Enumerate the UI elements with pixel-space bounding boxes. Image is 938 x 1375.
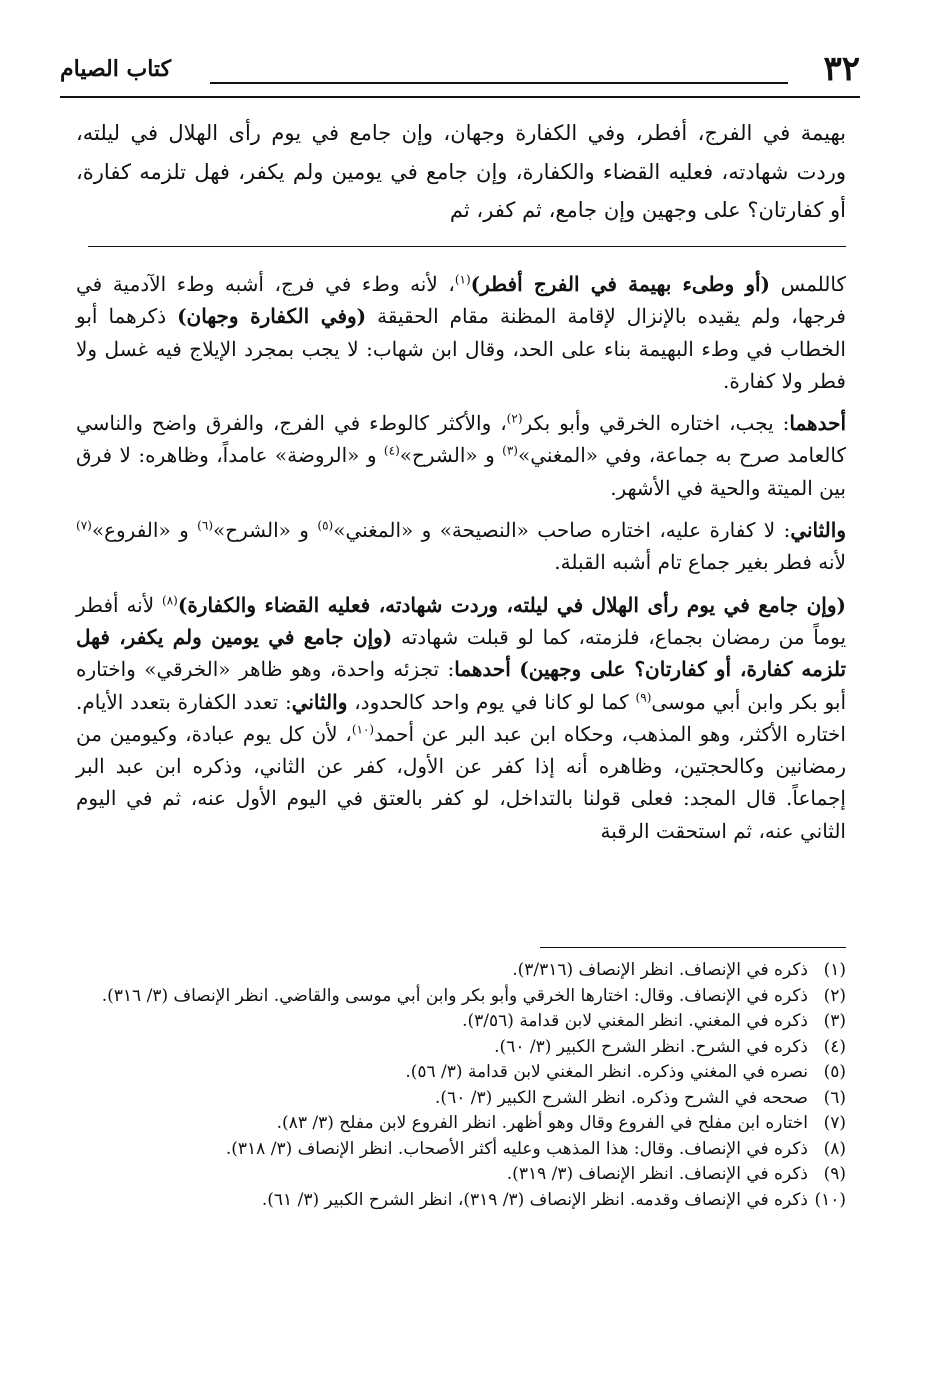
text-span: كاللمس <box>780 272 846 296</box>
footnote-text: نصره في المغني وذكره. انظر المغني لابن قدامة (٣/ ٥٦). <box>405 1062 808 1082</box>
footnote-number: (١) <box>823 960 846 980</box>
keyword: والثاني <box>291 689 348 714</box>
header-divider <box>60 96 860 98</box>
footnote-ref[interactable]: (٦) <box>197 518 213 533</box>
text-span: ، والأكثر كالوطء في الفرج، والفرق واضح والناسي كالعامد صرح به جماعة، وفي «المغني» <box>76 411 846 468</box>
text-span: : لا كفارة عليه، اختاره صاحب «النصيحة» و «المغني» <box>333 518 791 543</box>
text-span: : يجب، اختاره الخرقي وأبو بكر <box>522 411 790 436</box>
footnote-item <box>86 1086 846 1112</box>
footnote-ref[interactable]: (٩) <box>635 689 652 704</box>
text-span: ، لأنه وطء في فرج، أشبه وطء الآدمية في فرجها، ولم يقيده بالإنزال لإقامة المظنة مقام الحقيقة <box>76 272 846 329</box>
footnote-number: (٥) <box>823 1062 846 1082</box>
quoted-matn: (أو وطىء بهيمة في الفرج أفطر) <box>470 272 771 296</box>
footnote-ref[interactable]: (٨) <box>162 593 178 608</box>
footnote-number: (٨) <box>823 1138 846 1159</box>
footnote-ref[interactable]: (٥) <box>317 518 334 533</box>
footnote-item <box>86 1137 846 1163</box>
footnote-item <box>86 1162 846 1188</box>
footnote-text: ذكره في الشرح. انظر الشرح الكبير (٣/ ٦٠). <box>494 1036 808 1057</box>
footnote-item <box>86 1035 846 1061</box>
footnote-text: ذكره في الإنصاف. وقال: هذا المذهب وعليه أكثر الأصحاب. انظر الإنصاف (٣/ ٣١٨). <box>225 1138 808 1159</box>
keyword: أحدهما <box>454 657 511 682</box>
sharh-paragraph-4 <box>76 589 846 847</box>
footnotes-list <box>86 958 846 1213</box>
footnote-number: (٦) <box>823 1087 846 1108</box>
footnote-number: (٢) <box>823 985 846 1006</box>
text-span: ، لأن كل يوم عبادة، وكيومين من رمضانين وكالحجتين، وظاهره أنه إذا كفر عن الأول، كفر عن الثاني، وذكره ابن عبد البر إجماعاً. قال المجد: فعلى قولنا بالتداخل، لو كفر بالعتق في اليوم الأول عنه، ثم في اليوم الثاني عنه، ثم استحقت الرقبة <box>76 721 846 843</box>
footnote-ref[interactable]: (٢) <box>506 411 523 426</box>
footnote-number: (٧) <box>823 1113 846 1133</box>
footnote-item <box>86 1188 846 1214</box>
footnote-text: ذكره في الإنصاف وقدمه. انظر الإنصاف (٣/ ٣١٩)، انظر الشرح الكبير (٣/ ٦١). <box>261 1189 808 1210</box>
footnote-text: ذكره في الإنصاف. انظر الإنصاف (٣/ ٣١٩). <box>506 1164 808 1184</box>
text-span: و «الروضة» عامداً، وظاهره: لا فرق بين الميتة والحية في الأشهر. <box>76 443 846 500</box>
text-span: و «الشرح» <box>399 443 495 468</box>
footnote-text: ذكره في الإنصاف. انظر الإنصاف (٣/٣١٦). <box>512 960 808 980</box>
matn-paragraph: بهيمة في الفرج، أفطر، وفي الكفارة وجهان، وإن جامع في يوم رأى الهلال في ليلته، وردت شهادته، فعليه القضاء والكفارة، وإن جامع في يومين ولم يكفر، فهل تلزمه كفارة، أو كفارتان؟ على وجهين وإن جامع، ثم كفر، ثم <box>76 121 846 222</box>
quoted-matn: (وفي الكفارة وجهان) <box>177 304 367 329</box>
footnote-ref[interactable]: (١) <box>454 272 471 287</box>
footnote-number: (٩) <box>823 1164 846 1184</box>
footnote-divider <box>540 947 846 948</box>
text-span: لأنه فطر بغير جماع تام أشبه القبلة. <box>554 550 846 575</box>
header-rule <box>210 82 788 84</box>
footnote-item <box>86 1009 846 1035</box>
sharh-paragraph-1 <box>76 268 846 397</box>
text-span: ذكرهما أبو الخطاب في وطء البهيمة بناء على الحد، وقال ابن شهاب: لا يجب بمجرد الإيلاج فيه غسل ولا فطر ولا كفارة. <box>76 304 846 393</box>
keyword: والثاني <box>790 518 846 543</box>
footnote-ref[interactable]: (٧) <box>76 518 92 533</box>
text-span: : تعدد الكفارة بتعدد الأيام. اختاره الأكثر، وهو المذهب، وحكاه ابن عبد البر عن أحمد <box>76 689 846 746</box>
text-span: كما لو كانا في يوم واحد كالحدود، <box>354 689 629 714</box>
text-span: و «الشرح» <box>213 518 309 543</box>
footnote-number: (١٠) <box>814 1189 846 1210</box>
footnote-ref[interactable]: (٣) <box>502 443 518 458</box>
footnote-number: (٤) <box>823 1036 846 1057</box>
footnote-item <box>86 1111 846 1137</box>
footnote-text: ذكره في الإنصاف. وقال: اختارها الخرقي وأبو بكر وابن أبي موسى والقاضي. انظر الإنصاف (٣/ ٣١٦). <box>101 985 808 1006</box>
running-title: كتاب الصيام <box>60 56 172 82</box>
quoted-matn: (وإن جامع في يوم رأى الهلال في ليلته، وردت شهادته، فعليه القضاء والكفارة) <box>177 592 846 617</box>
footnote-ref[interactable]: (١٠) <box>351 722 375 737</box>
sharh-text <box>76 268 846 847</box>
footnote-text: اختاره ابن مفلح في الفروع وقال وهو أظهر. انظر الفروع لابن مفلح (٣/ ٨٣). <box>276 1113 808 1133</box>
text-span: : تجزئه واحدة، وهو ظاهر «الخرقي» واختاره أبو بكر وابن أبي موسى <box>76 657 847 714</box>
page-header <box>60 46 860 98</box>
footnote-text: ذكره في المغني. انظر المغني لابن قدامة (٣/٥٦). <box>462 1011 808 1031</box>
matn-text <box>76 114 846 230</box>
sharh-paragraph-3 <box>76 514 846 579</box>
keyword: أحدهما <box>789 411 846 436</box>
footnote-number: (٣) <box>823 1011 846 1031</box>
footnote-ref[interactable]: (٤) <box>383 443 400 458</box>
footnote-text: صححه في الشرح وذكره. انظر الشرح الكبير (٣/ ٦٠). <box>435 1087 808 1108</box>
matn-sharh-divider <box>88 246 846 247</box>
quoted-matn: (وإن جامع في يومين ولم يكفر، فهل تلزمه كفارة، أو كفارتان؟ على وجهين) <box>76 624 847 682</box>
footnote-item <box>86 984 846 1010</box>
page-number: ٣٢ <box>823 49 860 89</box>
text-span: و «الفروع» <box>91 518 189 543</box>
text-span: لأنه أفطر يوماً من رمضان بجماع، فلزمته، كما لو قبلت شهادته <box>76 592 847 649</box>
sharh-paragraph-2 <box>76 407 846 504</box>
footnote-item <box>86 1060 846 1086</box>
footnote-item <box>86 958 846 984</box>
